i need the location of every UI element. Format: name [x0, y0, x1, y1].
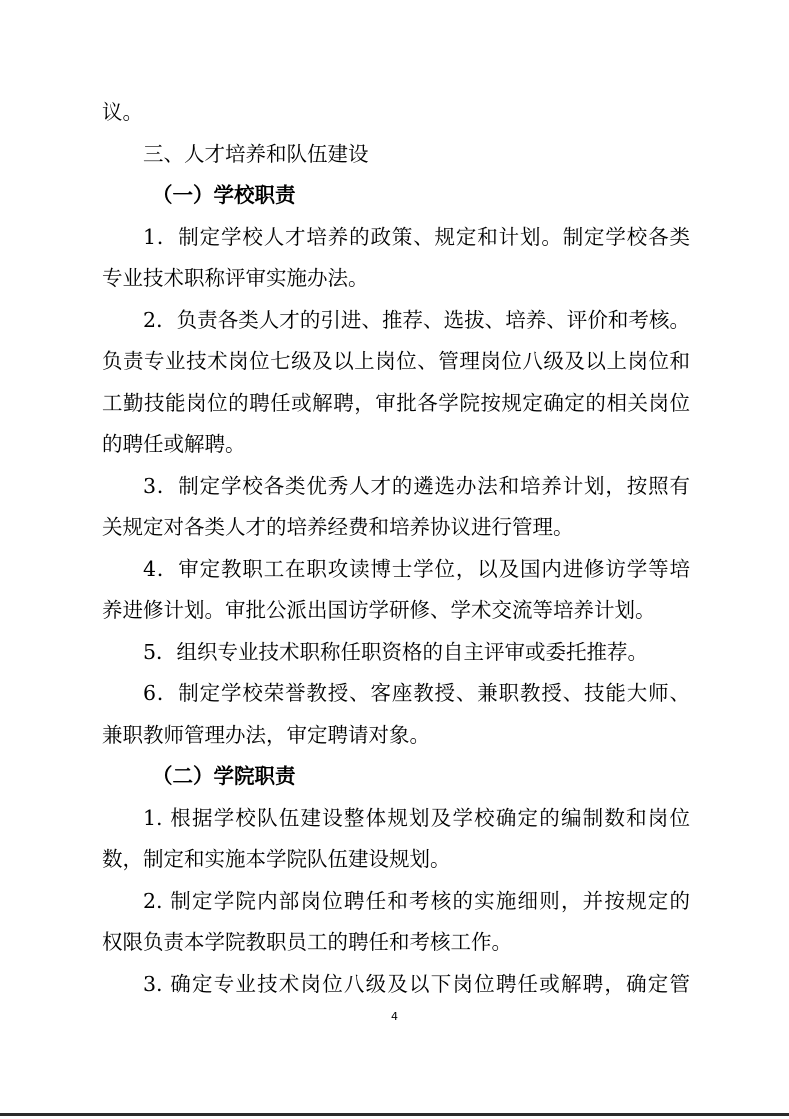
paragraph-line: 养进修计划。审批公派出国访学研修、学术交流等培养计划。: [102, 598, 656, 622]
paragraph-line: 数，制定和实施本学院队伍建设规划。: [102, 847, 451, 871]
paragraph-line: 2. 制定学院内部岗位聘任和考核的实施细则，并按规定的: [143, 888, 690, 913]
paragraph-line: 负责专业技术岗位七级及以上岗位、管理岗位八级及以上岗位和: [102, 349, 690, 373]
paragraph-line: 4．审定教职工在职攻读博士学位，以及国内进修访学等培: [143, 556, 690, 581]
subsection-heading: （二）学院职责: [152, 764, 296, 788]
section-heading: 三、人才培养和队伍建设: [143, 141, 369, 166]
paragraph-line: 兼职教师管理办法，审定聘请对象。: [102, 722, 430, 747]
paragraph-line: 3. 确定专业技术岗位八级及以下岗位聘任或解聘，确定管: [143, 971, 690, 996]
paragraph-line: 5．组织专业技术职称任职资格的自主评审或委托推荐。: [143, 639, 649, 664]
paragraph-line: 工勤技能岗位的聘任或解聘，审批各学院按规定确定的相关岗位: [102, 390, 690, 415]
paragraph-line: 2．负责各类人才的引进、推荐、选拔、培养、评价和考核。: [143, 307, 690, 332]
document-body: [102, 92, 690, 1005]
paragraph-line: 关规定对各类人才的培养经费和培养协议进行管理。: [102, 515, 574, 539]
paragraph-line: 专业技术职称评审实施办法。: [102, 266, 369, 290]
paragraph-line: 3．制定学校各类优秀人才的遴选办法和培养计划，按照有: [143, 473, 690, 498]
paragraph-line: 6．制定学校荣誉教授、客座教授、兼职教授、技能大师、: [143, 681, 690, 705]
paragraph-line: 议。: [102, 100, 143, 124]
paragraph-line: 1．制定学校人才培养的政策、规定和计划。制定学校各类: [143, 224, 690, 249]
paragraph-line: 1. 根据学校队伍建设整体规划及学校确定的编制数和岗位: [143, 805, 690, 830]
paragraph-line: 的聘任或解聘。: [102, 432, 246, 456]
page-number: 4: [391, 1010, 398, 1023]
page-bottom-border: [0, 1113, 789, 1116]
paragraph-line: 权限负责本学院教职员工的聘任和考核工作。: [102, 930, 512, 954]
subsection-heading: （一）学校职责: [152, 183, 296, 207]
